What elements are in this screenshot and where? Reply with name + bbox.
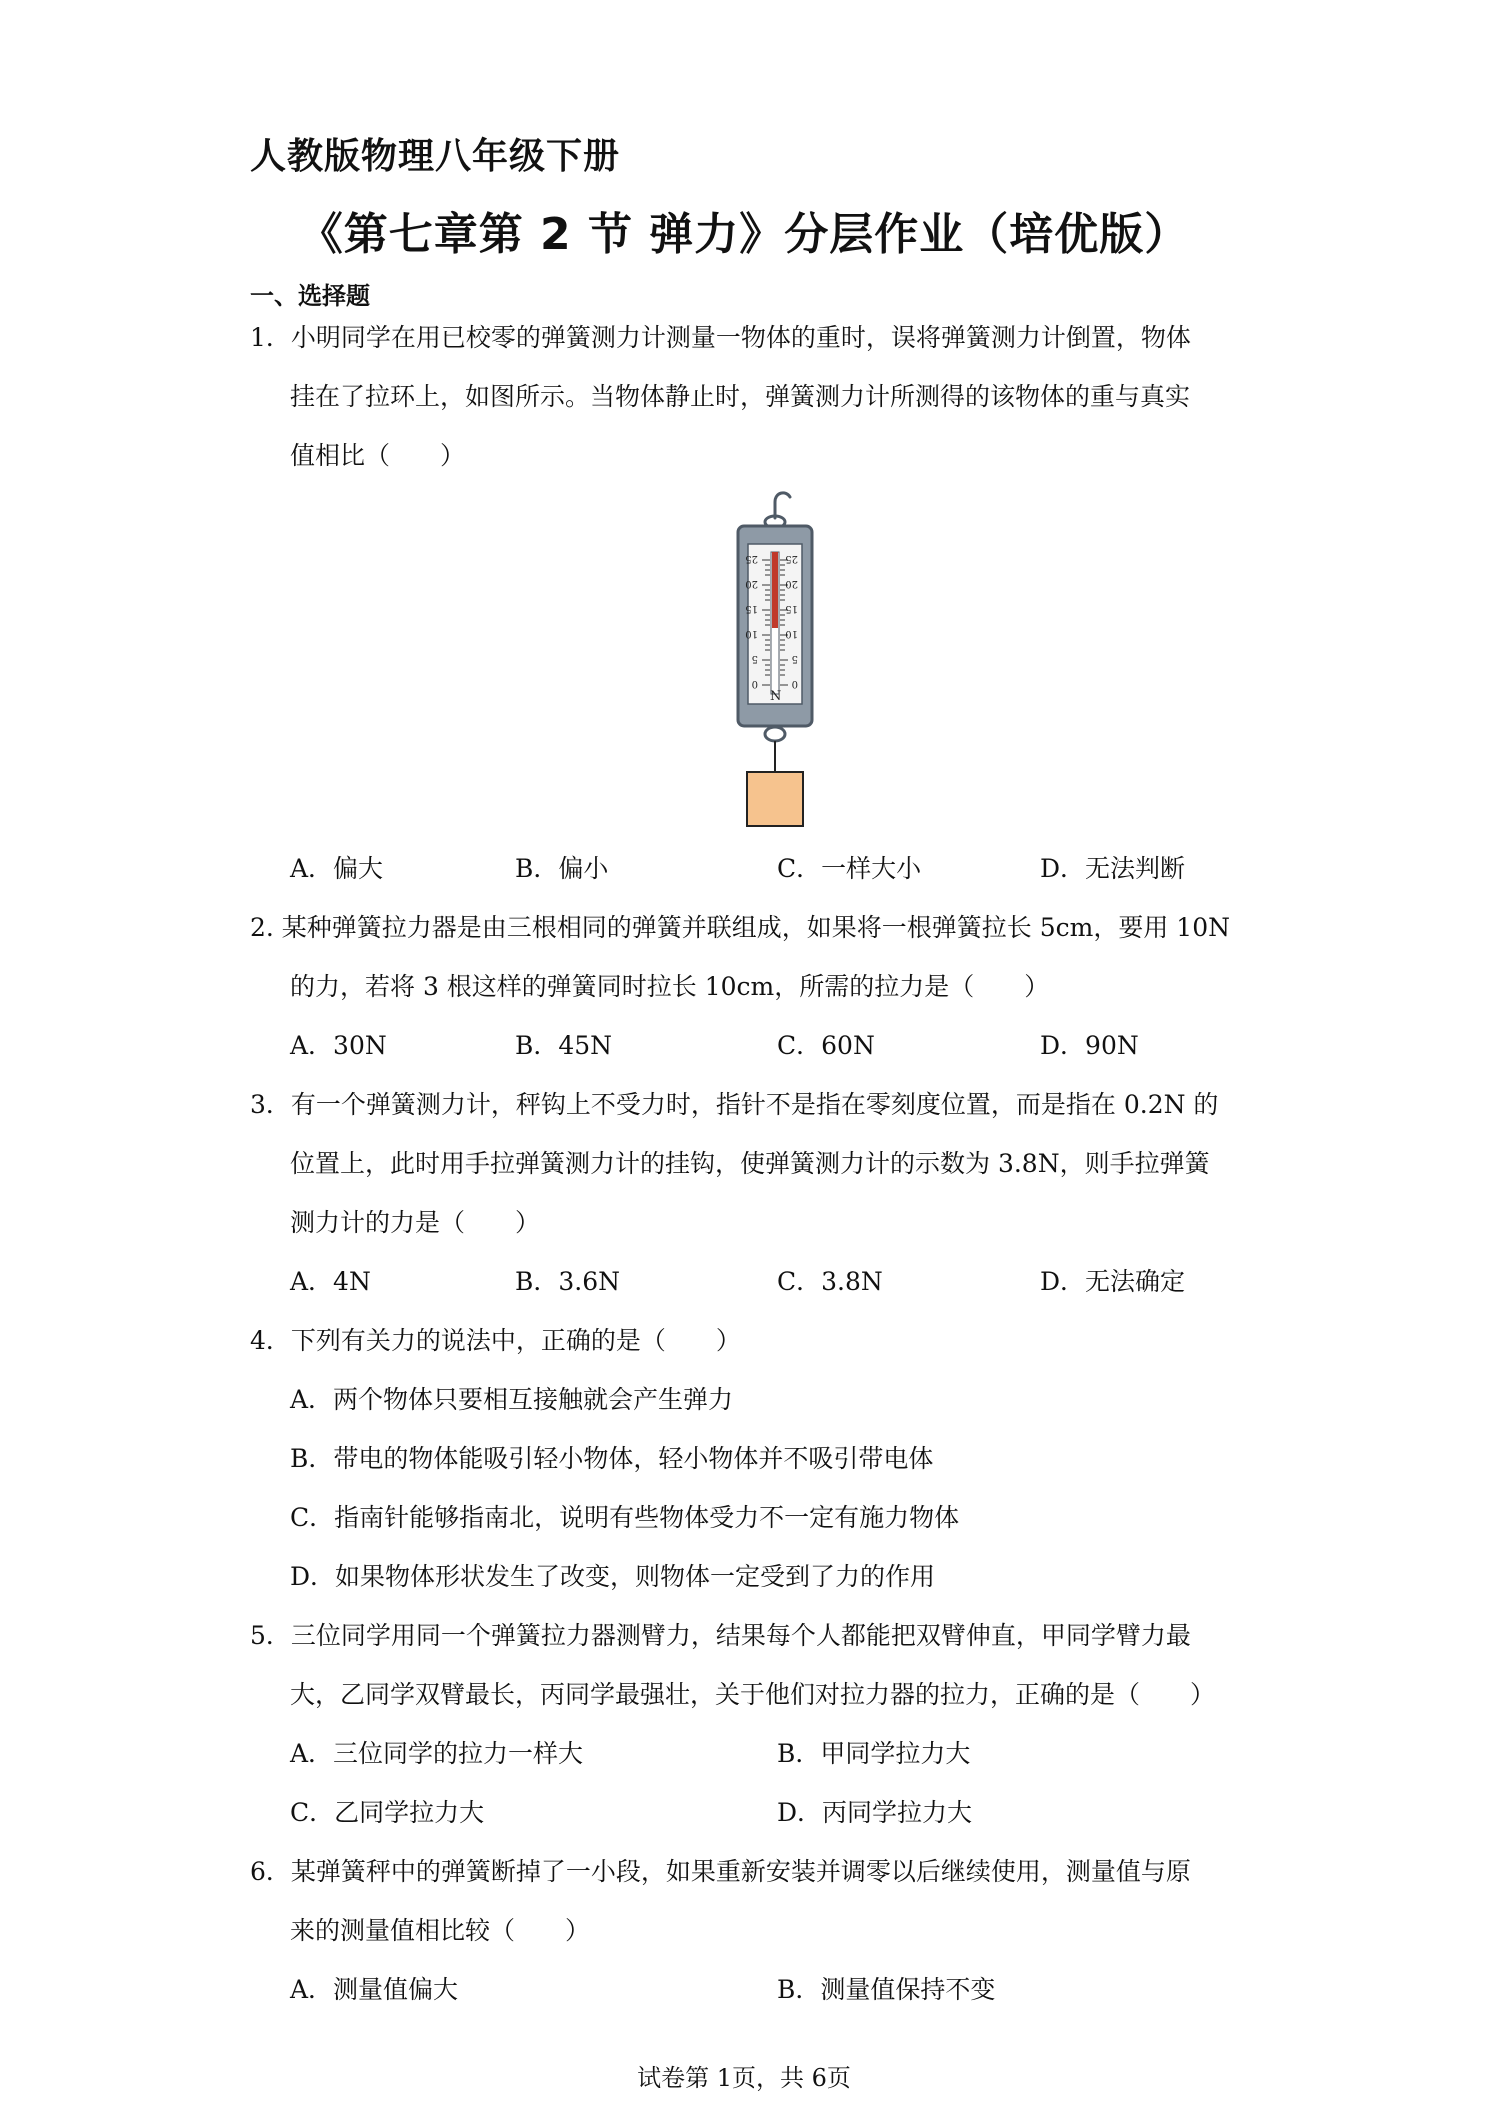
scale-number-right: 20	[785, 578, 798, 589]
q5-option-b: B．甲同学拉力大	[777, 1739, 971, 1768]
q4-option-d: D．如果物体形状发生了改变，则物体一定受到了力的作用	[290, 1562, 936, 1591]
scale-number-right: 25	[785, 553, 798, 564]
hanging-block	[747, 772, 803, 826]
question-2-line-2: 的力，若将 3 根这样的弹簧同时拉长 10cm，所需的拉力是（ ）	[290, 972, 1050, 1001]
q2-option-b: B．45N	[515, 1031, 613, 1060]
question-3-line-2: 位置上，此时用手拉弹簧测力计的挂钩，使弹簧测力计的示数为 3.8N，则手拉弹簧	[290, 1149, 1210, 1178]
q1-option-d: D．无法判断	[1040, 854, 1186, 883]
page-footer: 试卷第 1页，共 6页	[637, 2064, 851, 2092]
q3-option-a: A．4N	[290, 1267, 371, 1296]
question-5-line-1: 5．三位同学用同一个弹簧拉力器测臂力，结果每个人都能把双臂伸直，甲同学臂力最	[250, 1621, 1191, 1650]
question-6-line-1: 6．某弹簧秤中的弹簧断掉了一小段，如果重新安装并调零以后继续使用，测量值与原	[250, 1857, 1191, 1886]
question-1-line-3: 值相比（ ）	[290, 441, 466, 470]
q5-option-a: A．三位同学的拉力一样大	[290, 1739, 584, 1768]
scale-number-right: 10	[785, 628, 798, 639]
scale-number-left: 15	[745, 603, 758, 614]
q6-option-a: A．测量值偏大	[290, 1975, 459, 2004]
scale-number-left: 25	[745, 553, 758, 564]
main-title: 《第七章第 2 节 弹力》分层作业（培优版）	[298, 209, 1190, 260]
q4-option-b: B．带电的物体能吸引轻小物体，轻小物体并不吸引带电体	[290, 1444, 934, 1473]
question-5-line-2: 大，乙同学双臂最长，丙同学最强壮，关于他们对拉力器的拉力，正确的是（ ）	[290, 1680, 1216, 1709]
question-2-line-1: 2. 某种弹簧拉力器是由三根相同的弹簧并联组成，如果将一根弹簧拉长 5cm，要用 10N	[250, 913, 1230, 942]
q1-option-b: B．偏小	[515, 854, 609, 883]
scale-number-right: 0	[791, 678, 798, 689]
q6-option-b: B．测量值保持不变	[777, 1975, 996, 2004]
question-1-line-1: 1．小明同学在用已校零的弹簧测力计测量一物体的重时，误将弹簧测力计倒置，物体	[250, 323, 1191, 352]
scale-liquid	[772, 552, 778, 628]
q2-option-a: A．30N	[290, 1031, 387, 1060]
q4-option-a: A．两个物体只要相互接触就会产生弹力	[290, 1385, 734, 1414]
spring-scale-figure	[700, 480, 850, 840]
q5-option-d: D．丙同学拉力大	[777, 1798, 973, 1827]
q3-option-b: B．3.6N	[515, 1267, 621, 1296]
question-4-line-1: 4．下列有关力的说法中，正确的是（ ）	[250, 1326, 741, 1355]
q1-option-a: A．偏大	[290, 854, 384, 883]
scale-number-left: 5	[751, 653, 758, 664]
question-3-line-3: 测力计的力是（ ）	[290, 1208, 541, 1237]
q5-option-c: C．乙同学拉力大	[290, 1798, 485, 1827]
q3-option-c: C．3.8N	[777, 1267, 883, 1296]
scale-number-right: 15	[785, 603, 798, 614]
scale-unit: N	[770, 689, 782, 704]
q4-option-c: C．指南针能够指南北，说明有些物体受力不一定有施力物体	[290, 1503, 960, 1532]
question-1-line-2: 挂在了拉环上，如图所示。当物体静止时，弹簧测力计所测得的该物体的重与真实	[290, 382, 1191, 411]
q2-option-d: D．90N	[1040, 1031, 1139, 1060]
q1-option-c: C．一样大小	[777, 854, 922, 883]
question-3-line-1: 3．有一个弹簧测力计，秤钩上不受力时，指针不是指在零刻度位置，而是指在 0.2N 的	[250, 1090, 1219, 1119]
scale-number-left: 10	[745, 628, 758, 639]
scale-number-left: 0	[751, 678, 758, 689]
spring-scale-diagram	[700, 480, 850, 840]
q2-option-c: C．60N	[777, 1031, 875, 1060]
top-hook-icon	[775, 493, 790, 518]
book-title: 人教版物理八年级下册	[250, 136, 621, 177]
scale-number-left: 20	[745, 578, 758, 589]
bottom-ring-icon	[765, 727, 785, 741]
q3-option-d: D．无法确定	[1040, 1267, 1186, 1296]
section-title: 一、选择题	[250, 282, 370, 310]
scale-number-right: 5	[791, 653, 798, 664]
question-6-line-2: 来的测量值相比较（ ）	[290, 1916, 591, 1945]
